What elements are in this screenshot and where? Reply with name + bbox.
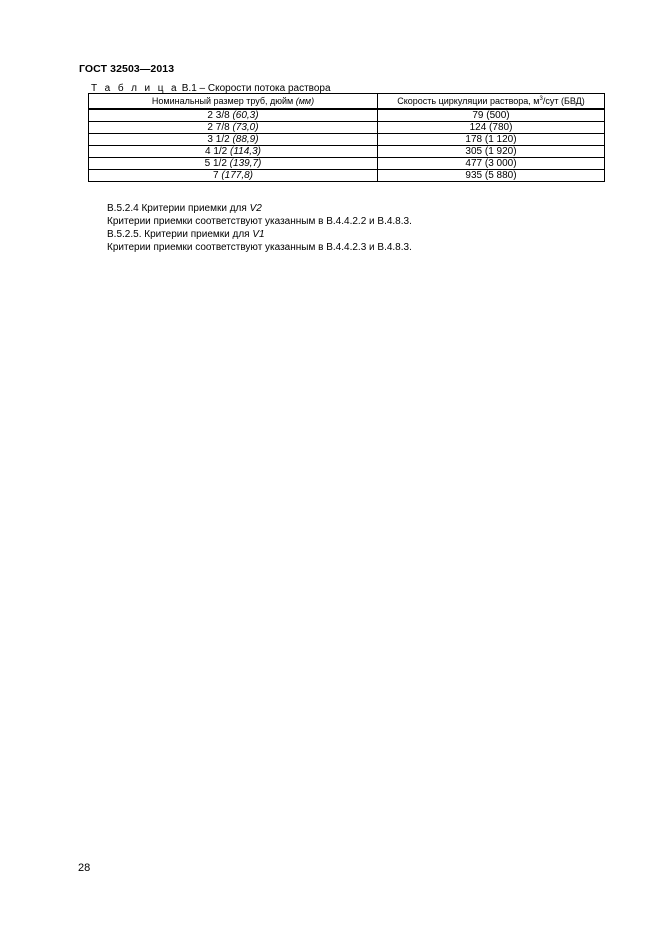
pipe-size-inch: 3 1/2: [207, 134, 233, 145]
table-row: [89, 134, 605, 146]
pipe-size-cell: [89, 122, 378, 134]
pipe-size-cell: [89, 158, 378, 170]
pipe-size-mm: (88,9): [232, 134, 259, 145]
pipe-size-inch: 7: [212, 170, 222, 181]
pipe-size-inch: 2 3/8: [207, 110, 233, 121]
document-header: ГОСТ 32503—2013: [79, 63, 175, 75]
pipe-size-cell: [89, 146, 378, 158]
pipe-size-mm: (177,8): [221, 170, 254, 181]
rate-cell: 124 (780): [378, 122, 605, 134]
section-b524-body: [107, 216, 412, 228]
pipe-size-mm: (60,3): [232, 110, 259, 121]
pipe-size-cell: [89, 134, 378, 146]
pipe-size-inch: 4 1/2: [205, 146, 231, 157]
rate-cell: 935 (5 880): [378, 170, 605, 182]
page-number: 28: [78, 862, 91, 874]
header-rate-superscript: 3: [539, 95, 543, 102]
table-caption-title: В.1 – Скорости потока раствора: [178, 83, 331, 94]
section-b525-body: [107, 242, 412, 254]
pipe-size-inch: 5 1/2: [204, 158, 230, 169]
pipe-size-cell: [89, 170, 378, 182]
pipe-size-mm: (139,7): [229, 158, 262, 169]
header-pipe-size-unit: (мм): [295, 95, 315, 106]
paragraph-italic: V1: [252, 229, 265, 240]
header-pipe-size: [89, 94, 378, 110]
table-row: [89, 122, 605, 134]
pipe-size-cell: [89, 109, 378, 122]
table-row: [89, 170, 605, 182]
paragraph-text: В.5.2.4 Критерии приемки для: [107, 203, 250, 214]
table-row: [89, 146, 605, 158]
table-header-row: [89, 94, 605, 110]
header-rate-unit: /сут (БВД): [542, 95, 585, 106]
table-row: [89, 109, 605, 122]
paragraph-text: Критерии приемки соответствуют указанным в В.4.4.2.2 и В.4.8.3.: [107, 216, 412, 227]
table-row: [89, 158, 605, 170]
rate-cell: 178 (1 120): [378, 134, 605, 146]
pipe-size-inch: 2 7/8: [207, 122, 233, 133]
section-b525-heading: [107, 229, 265, 241]
header-pipe-size-text: Номинальный размер труб, дюйм: [151, 95, 296, 106]
rate-cell: 79 (500): [378, 109, 605, 122]
rate-cell: 305 (1 920): [378, 146, 605, 158]
paragraph-text: В.5.2.5. Критерии приемки для: [107, 229, 253, 240]
rate-cell: 477 (3 000): [378, 158, 605, 170]
pipe-size-mm: (114,3): [230, 146, 261, 157]
table-caption-prefix: Т а б л и ц а: [91, 83, 179, 94]
paragraph-text: Критерии приемки соответствуют указанным в В.4.4.2.3 и В.4.8.3.: [107, 242, 412, 253]
section-b524-heading: [107, 203, 262, 215]
pipe-size-mm: (73,0): [232, 122, 259, 133]
flow-rate-table: [88, 93, 605, 182]
header-circulation-rate: [378, 94, 605, 110]
paragraph-italic: V2: [249, 203, 262, 214]
header-rate-text: Скорость циркуляции раствора, м: [397, 95, 540, 106]
